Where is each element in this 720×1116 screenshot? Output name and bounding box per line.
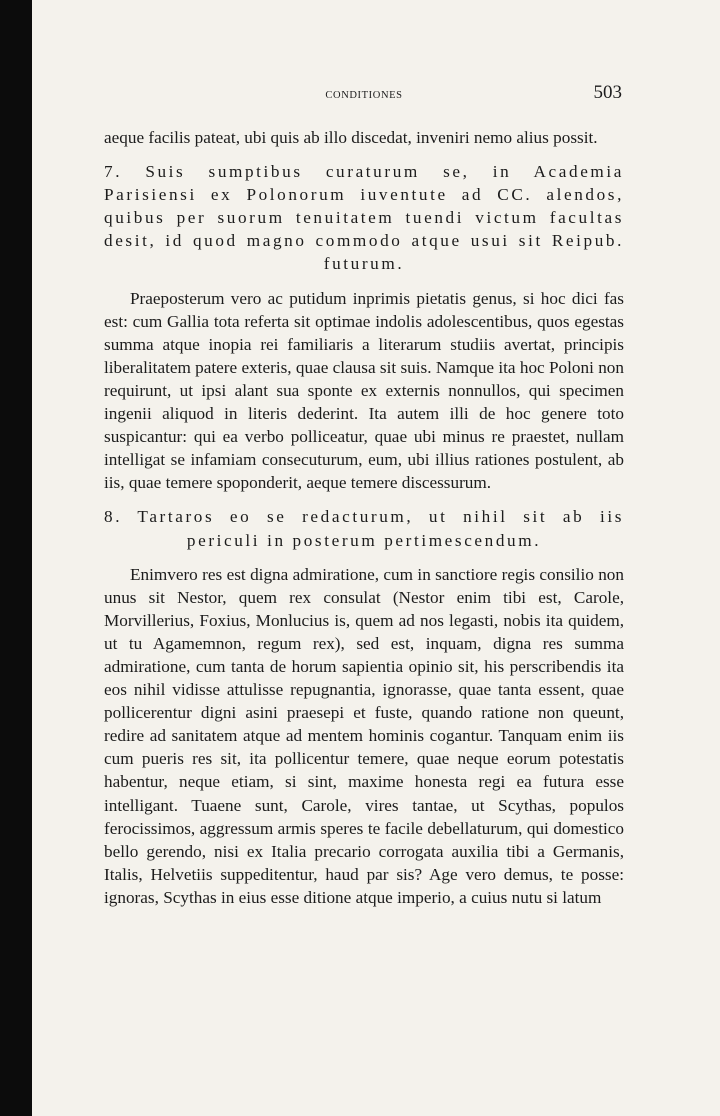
condition-number: 7. bbox=[104, 162, 123, 182]
condition-body: Suis sumptibus curaturum se, in Academia Parisiensi ex Polonorum iuventute ad CC. alendos, quibus per suorum tenuitatem tuendi victum facultas desit, id quod magno commodo atque usui sit Reipub. futurum. bbox=[104, 162, 624, 274]
book-spine-shadow bbox=[0, 0, 32, 1116]
commentary-paragraph bbox=[104, 287, 624, 495]
condition-8 bbox=[104, 505, 624, 551]
paragraph-text: Praeposterum vero ac putidum inprimis pietatis genus, si hoc dici fas est: cum Gallia tota referta sit optimae indolis adolescentibus, quos egestas summa atque inopia rei familiaris a literarum studiis avertat, principis liberalitatem patere exteris, quae clausa sit suis. Namque ita hoc Poloni non requirunt, ut ipsi alant sua sponte ex externis nonnullos, qui specimen ingenii aliquod in literis dederint. Ita autem illi de hoc genere toto suspicantur: qui ea verbo polliceatur, quae ubi minus re praestet, nullam intelligat se infamiam consecuturum, eum, ubi illius rationes postulent, ab iis, quae temere spoponderit, aeque temere discessurum. bbox=[104, 288, 624, 493]
condition-text bbox=[104, 160, 624, 275]
condition-text bbox=[104, 505, 624, 551]
commentary-paragraph bbox=[104, 563, 624, 909]
condition-number: 8. bbox=[104, 507, 123, 527]
condition-body: Tartaros eo se redacturum, ut nihil sit ab iis periculi in posterum pertimescendum. bbox=[137, 507, 624, 550]
paragraph-continued bbox=[104, 126, 624, 149]
running-head bbox=[104, 78, 624, 108]
page-number: 503 bbox=[593, 82, 622, 103]
condition-7 bbox=[104, 160, 624, 275]
body-text bbox=[104, 126, 624, 909]
paragraph-text: aeque facilis pateat, ubi quis ab illo discedat, inveniri nemo alius possit. bbox=[104, 128, 598, 147]
paragraph-text: Enimvero res est digna admiratione, cum in sanctiore regis consilio non unus sit Nestor, quem rex consulat (Nestor enim tibi est, Carole, Morvillerius, Foxius, Monlucius is, quem ad nos legasti, nobis ita quidem, ut tu Agamemnon, regum rex), sed est, inquam, digna res summa admiratione, cum tanta de horum sapientia opinio sit, his perscribendis ita eos nihil vidisse attulisse repugnantia, ignorasse, quae tanta essent, quae pollicerentur digni asini praesepi et fuste, quando ratione non queunt, redire ad sanitatem atque ad mentem hominis cogantur. Tanquam enim iis cum pueris res sit, ita pollicentur temere, quae neque eorum potestatis habentur, neque etiam, si sint, maxime honesta regi ea futura esse intelligant. Tuaene sunt, Carole, vires tantae, ut Scythas, populos ferocissimos, aggressum armis speres te facile debellaturum, qui domestico bello gerendo, nisi ex Italia precario corrogata auxilia tibi a Germanis, Italis, Helvetiis suppeditentur, haud par sis? Age vero demus, te posse: ignoras, Scythas in eius esse ditione atque imperio, a cuius nutu si latum bbox=[104, 564, 624, 907]
book-page bbox=[104, 78, 624, 909]
running-title: CONDITIONES bbox=[325, 90, 403, 101]
